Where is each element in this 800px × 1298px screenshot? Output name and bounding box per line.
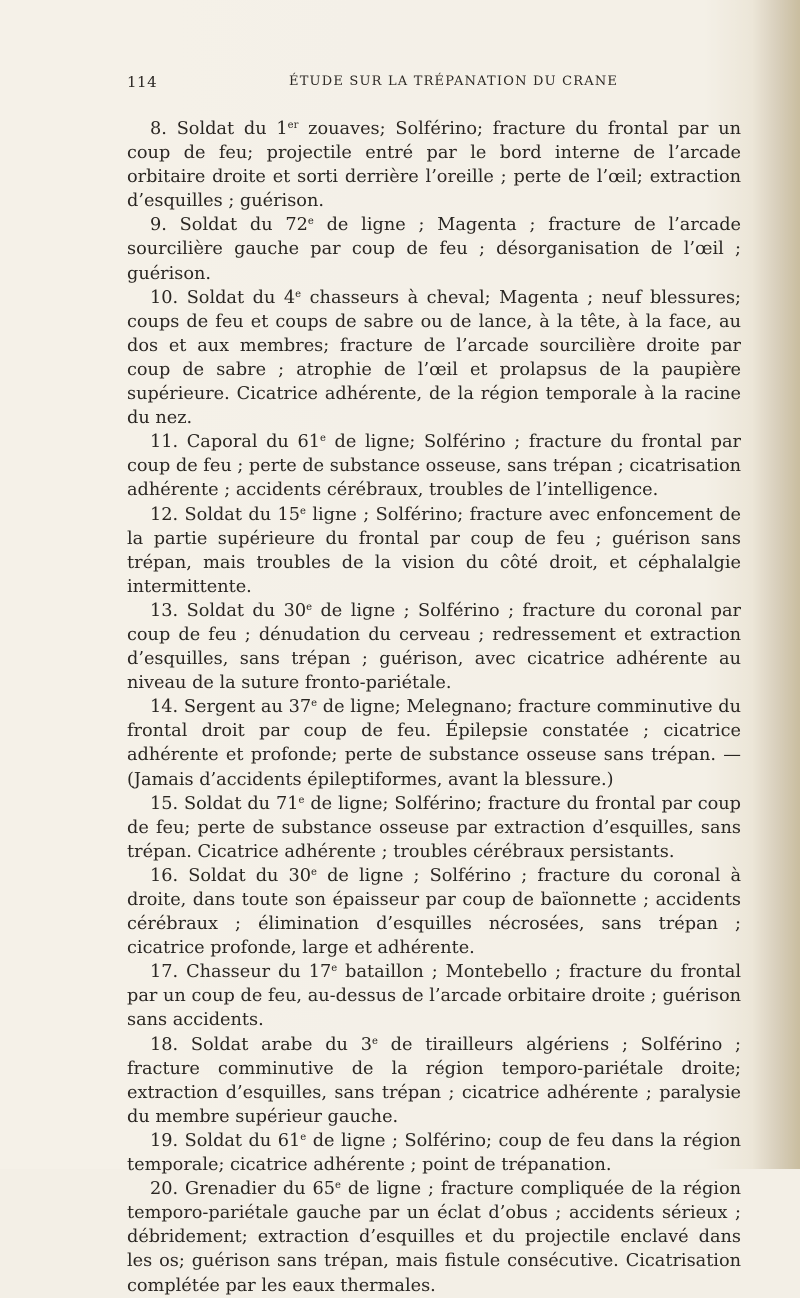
case-number: 13 [150, 600, 173, 621]
case-paragraph [127, 286, 741, 431]
case-text: ligne ; Solférino; fracture avec enfoncement de la partie supérieure du frontal par coup de feu ; guérison sans trépan, mais troubles de la vision du côté droit, et céphalalgie intermittente. [127, 504, 741, 597]
case-text: . Soldat du 72 [161, 215, 308, 236]
ordinal-superscript: e [311, 866, 317, 878]
case-text: de tirailleurs algériens ; Solférino ; fracture comminutive de la région temporo-pariétale droite; extraction d’esquilles, sans trépan ; cicatrice adhérente ; paralysie du membre supérieur gauche. [127, 1034, 742, 1127]
running-title: ÉTUDE SUR LA TRÉPANATION DU CRANE [289, 74, 619, 89]
case-paragraph [127, 792, 741, 864]
case-text: de ligne ; Solférino ; fracture du coronal à droite, dans toute son épaisseur par coup de baïonnette ; accidents cérébraux ; élimination d’esquilles nécrosées, sans trépan ; cicatrice profonde, large et adhérente. [127, 865, 742, 959]
case-number: 16 [150, 865, 173, 886]
case-number: 10 [150, 287, 173, 308]
case-text: . Soldat du 61 [172, 1130, 301, 1151]
ordinal-superscript: e [311, 698, 318, 710]
case-text: . Caporal du 61 [172, 432, 320, 453]
case-text: . Soldat du 4 [172, 287, 296, 308]
case-paragraph [127, 695, 741, 791]
case-text: de ligne ; Solférino ; fracture du coronal par coup de feu ; dénudation du cerveau ; redressement et extraction d’esquilles, sans trépan ; guérison, avec cicatrice adhérente au niveau de la suture fronto-pariétale. [127, 600, 742, 694]
case-text: . Grenadier du 65 [172, 1179, 336, 1200]
case-list [127, 117, 741, 1298]
case-text: chasseurs à cheval; Magenta ; neuf blessures; coups de feu et coups de sabre ou de lance, à la tête, à la face, au dos et aux membres; fracture de l’arcade sourcilière droite par coup de sabre ; atrophie de l’œil et prolapsus de la paupière supérieure. Cicatrice adhérente, de la région temporale à la racine du nez. [127, 287, 742, 429]
case-number: 17 [150, 962, 173, 983]
case-number: 14 [150, 697, 173, 718]
page-header [127, 73, 727, 99]
ordinal-superscript: er [287, 120, 299, 131]
case-text: de ligne ; fracture compliquée de la région temporo-pariétale gauche par un éclat d’obus ; accidents sérieux ; débridement; extraction d’esquilles et du projectile enclavé dans les os; guérison sans trépan, mais fistule consécutive. Cicatrisation complétée par les eaux thermales. [127, 1179, 741, 1296]
case-paragraph [127, 599, 741, 695]
case-number: 9 [150, 215, 162, 236]
case-paragraph [127, 1177, 741, 1297]
ordinal-superscript: e [306, 601, 313, 613]
case-text: . Soldat du 1 [161, 119, 288, 139]
ordinal-superscript: e [307, 216, 314, 228]
case-text: de ligne ; Solférino; coup de feu dans la région temporale; cicatrice adhérente ; point de trépanation. [127, 1130, 741, 1176]
case-number: 20 [150, 1179, 173, 1200]
case-paragraph [127, 503, 741, 599]
case-number: 12 [150, 504, 173, 525]
case-text: . Chasseur du 17 [172, 962, 332, 983]
ordinal-superscript: e [298, 794, 305, 806]
case-text: de ligne ; Magenta ; fracture de l’arcade sourcilière gauche par coup de feu ; désorganisation de l’œil ; guérison. [127, 215, 742, 284]
case-text: bataillon ; Montebello ; fracture du frontal par un coup de feu, au-dessus de l’arcade orbitaire droite ; guérison sans accidents. [127, 962, 741, 1031]
case-paragraph [127, 864, 741, 960]
case-number: 8 [150, 119, 162, 139]
case-text: de ligne; Solférino ; fracture du frontal par coup de feu ; perte de substance osseuse, sans trépan ; cicatrisation adhérente ; accidents cérébraux, troubles de l’intelligence. [127, 432, 741, 501]
ordinal-superscript: e [295, 288, 302, 300]
case-paragraph [127, 117, 741, 213]
case-paragraph [127, 1129, 741, 1177]
case-number: 11 [150, 432, 173, 453]
ordinal-superscript: e [371, 1035, 378, 1047]
case-text: . Soldat du 15 [172, 504, 301, 525]
case-text: . Soldat arabe du 3 [172, 1034, 372, 1055]
ordinal-superscript: e [300, 505, 306, 517]
case-text: . Sergent au 37 [172, 697, 312, 718]
case-text: zouaves; Solférino; fracture du frontal par un coup de feu; projectile entré par le bord interne de l’arcade orbitaire droite et sorti derrière l’oreille ; perte de l’œil; extraction d’esquilles ; guérison. [127, 119, 741, 212]
case-paragraph [127, 430, 741, 502]
case-number: 15 [150, 793, 173, 814]
ordinal-superscript: e [300, 1131, 307, 1143]
case-text: de ligne; Melegnano; fracture comminutive du frontal droit par coup de feu. Épilepsie constatée ; cicatrice adhérente et profonde; perte de substance osseuse sans trépan. — (Jamais d’accidents épileptiformes, avant la blessure.) [127, 697, 742, 790]
case-number: 18 [150, 1034, 173, 1055]
page-number: 114 [127, 73, 158, 91]
case-paragraph [127, 1033, 741, 1129]
case-text: . Soldat du 71 [172, 793, 299, 814]
case-text: . Soldat du 30 [172, 865, 312, 886]
case-text: de ligne; Solférino; fracture du frontal par coup de feu; perte de substance osseuse par extraction d’esquilles, sans trépan. Cicatrice adhérente ; troubles cérébraux persistants. [127, 793, 741, 862]
case-paragraph [127, 960, 741, 1032]
case-paragraph [127, 213, 741, 285]
case-number: 19 [150, 1130, 173, 1151]
case-text: . Soldat du 30 [172, 600, 307, 621]
ordinal-superscript: e [335, 1180, 341, 1192]
ordinal-superscript: e [319, 433, 326, 445]
ordinal-superscript: e [331, 963, 338, 975]
